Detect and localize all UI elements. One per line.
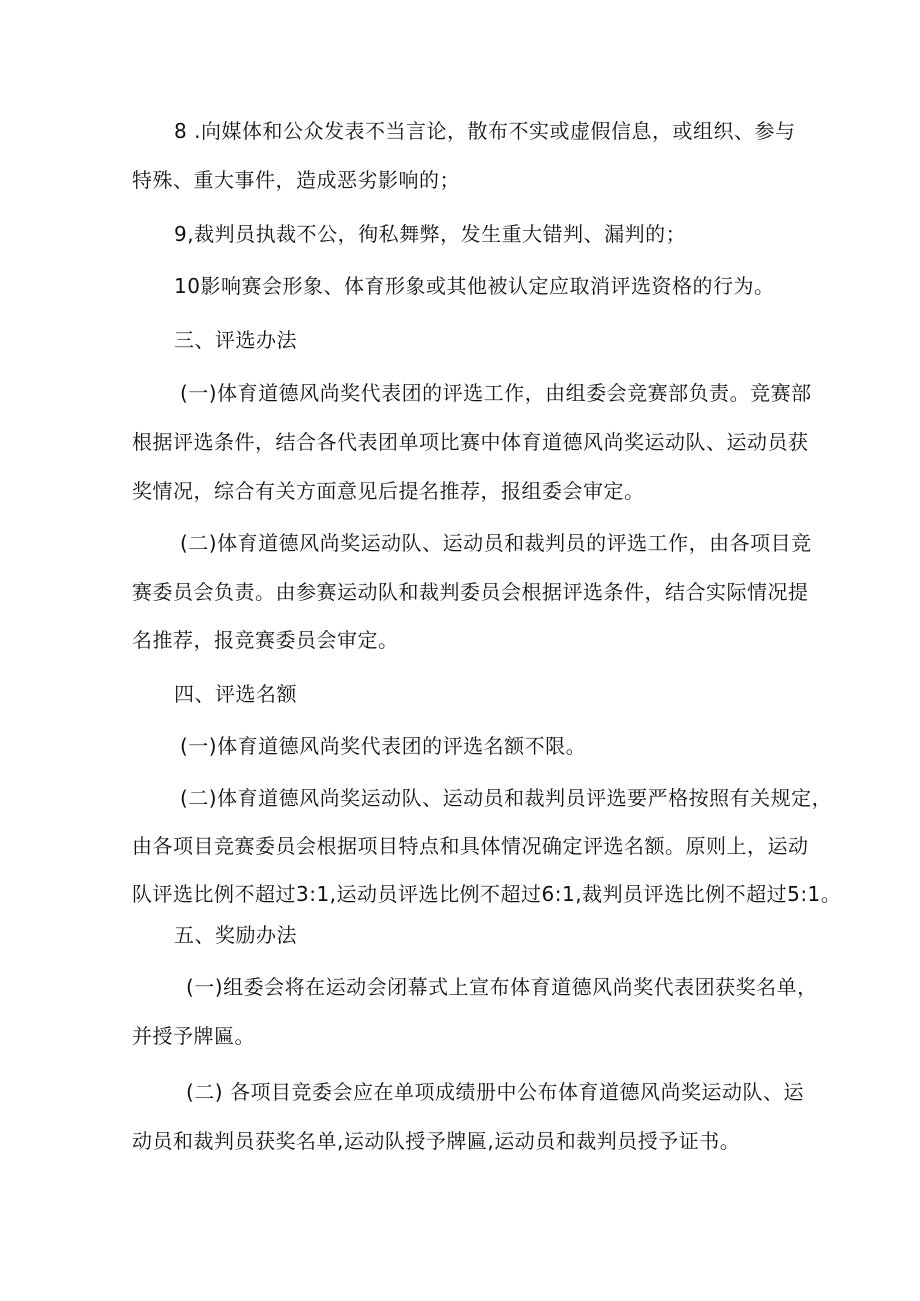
section-heading: 三、评选办法 bbox=[174, 328, 297, 352]
text-line: 队评选比例不超过3:1,运动员评选比例不超过6:1,裁判员评选比例不超过5:1。 bbox=[132, 882, 842, 906]
text-line: (一)体育道德风尚奖代表团的评选名额不限。 bbox=[180, 734, 587, 758]
text-line: 根据评选条件，结合各代表团单项比赛中体育道德风尚奖运动队、运动员获 bbox=[132, 430, 809, 454]
text-line: (一)组委会将在运动会闭幕式上宣布体育道德风尚奖代表团获奖名单， bbox=[186, 975, 818, 999]
text-line: 由各项目竞赛委员会根据项目特点和具体情况确定评选名额。原则上，运动 bbox=[132, 834, 809, 858]
text-line: 10影响赛会形象、体育形象或其他被认定应取消评选资格的行为。 bbox=[174, 274, 775, 298]
section-heading: 四、评选名额 bbox=[174, 682, 297, 706]
text-line: (一)体育道德风尚奖代表团的评选工作，由组委会竞赛部负责。竞赛部 bbox=[180, 381, 812, 405]
text-line: 9,裁判员执裁不公，徇私舞弊，发生重大错判、漏判的； bbox=[174, 222, 687, 246]
text-line: 赛委员会负责。由参赛运动队和裁判委员会根据评选条件，结合实际情况提 bbox=[132, 580, 809, 604]
text-line: 奖情况，综合有关方面意见后提名推荐，报组委会审定。 bbox=[132, 479, 645, 503]
text-line: (二) 各项目竞委会应在单项成绩册中公布体育道德风尚奖运动队、运 bbox=[186, 1080, 804, 1104]
text-line: (二)体育道德风尚奖运动队、运动员和裁判员的评选工作，由各项目竞 bbox=[180, 531, 812, 555]
text-line: 特殊、重大事件，造成恶劣影响的； bbox=[132, 168, 460, 192]
section-heading: 五、奖励办法 bbox=[174, 923, 297, 947]
text-line: 动员和裁判员获奖名单,运动队授予牌匾,运动员和裁判员授予证书。 bbox=[132, 1129, 741, 1153]
text-line: 名推荐，报竞赛委员会审定。 bbox=[132, 628, 399, 652]
text-line: 并授予牌匾。 bbox=[132, 1024, 255, 1048]
text-line: 8 .向媒体和公众发表不当言论，散布不实或虚假信息，或组织、参与 bbox=[174, 119, 796, 143]
text-line: (二)体育道德风尚奖运动队、运动员和裁判员评选要严格按照有关规定， bbox=[180, 786, 833, 810]
